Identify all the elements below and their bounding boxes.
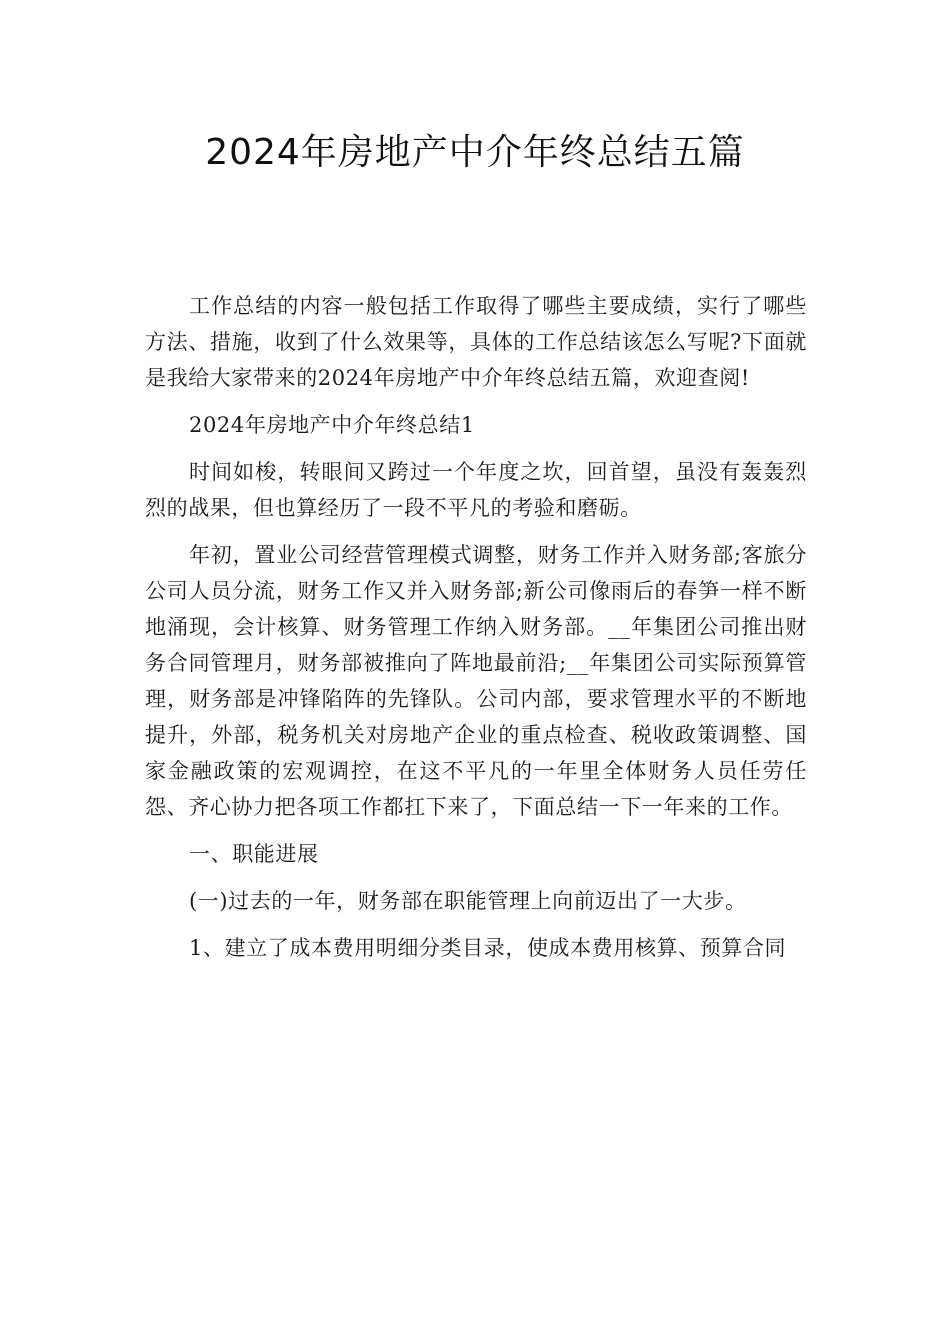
document-body [145,288,807,966]
heading-functional-progress: 一、职能进展 [189,842,319,866]
section-heading-1: 2024年房地产中介年终总结1 [189,413,475,437]
subheading-past-year: (一)过去的一年，财务部在职能管理上向前迈出了一大步。 [189,889,747,913]
document-title: 2024年房地产中介年终总结五篇 [205,132,745,173]
paragraph-time: 时间如梭，转眼间又跨过一个年度之坎，回首望，虽没有轰轰烈烈的战果，但也算经历了一段不平凡的考验和磨砺。 [145,460,807,520]
list-item-1: 1、建立了成本费用明细分类目录，使成本费用核算、预算合同 [189,936,787,960]
paragraph-year-start: 年初，置业公司经营管理模式调整，财务工作并入财务部;客旅分公司人员分流，财务工作又并入财务部;新公司像雨后的春笋一样不断地涌现，会计核算、财务管理工作纳入财务部。__年集团公司推出财务合同管理月，财务部被推向了阵地最前沿;__年集团公司实际预算管理，财务部是冲锋陷阵的先锋队。公司内部，要求管理水平的不断地提升，外部，税务机关对房地产企业的重点检查、税收政策调整、国家金融政策的宏观调控，在这不平凡的一年里全体财务人员任劳任怨、齐心协力把各项工作都扛下来了，下面总结一下一年来的工作。 [145,543,807,819]
intro-paragraph: 工作总结的内容一般包括工作取得了哪些主要成绩，实行了哪些方法、措施，收到了什么效果等，具体的工作总结该怎么写呢?下面就是我给大家带来的2024年房地产中介年终总结五篇，欢迎查阅! [145,294,807,390]
